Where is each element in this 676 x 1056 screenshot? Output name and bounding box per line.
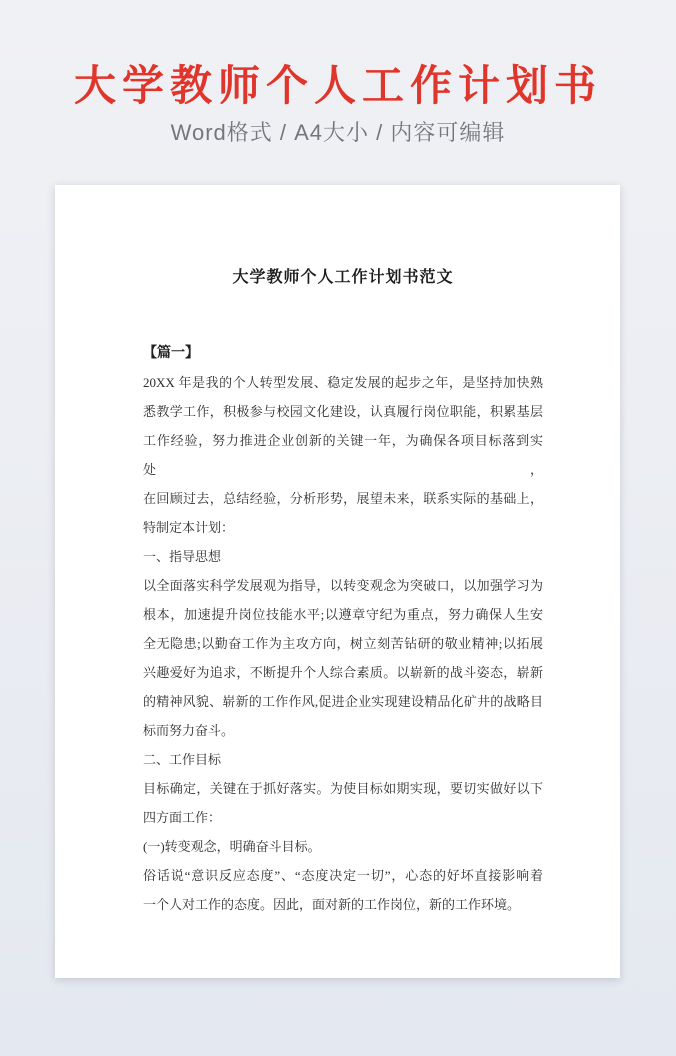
doc-text-line: (一)转变观念，明确奋斗目标。 (143, 839, 321, 854)
doc-text-line: 工作经验，努力推进企业创新的关键一年，为确保各项目标落到实处， (143, 433, 543, 477)
doc-text-line: 根本，加速提升岗位技能水平;以遵章守纪为重点，努力确保人生安 (143, 607, 543, 622)
doc-text-line: 目标确定，关键在于抓好落实。为使目标如期实现，要切实做好以下 (143, 781, 543, 796)
document-title: 大学教师个人工作计划书范文 (232, 269, 454, 286)
banner-title: 大学教师个人工作计划书 (73, 62, 602, 109)
doc-text-line: 标而努力奋斗。 (143, 723, 235, 738)
doc-text-line: 俗话说“意识反应态度”、“态度决定一切”，心态的好坏直接影响着 (143, 868, 543, 883)
doc-text-line: 二、工作目标 (143, 752, 222, 767)
doc-text-line: 在回顾过去，总结经验，分析形势，展望未来，联系实际的基础上， (143, 491, 543, 506)
document-page (55, 185, 620, 978)
doc-text-line: 20XX 年是我的个人转型发展、稳定发展的起步之年，是坚持加快熟 (143, 375, 543, 390)
banner (0, 0, 676, 146)
doc-text-line: 的精神风貌、崭新的工作作风,促进企业实现建设精品化矿井的战略目 (143, 694, 543, 709)
banner-subtitle: Word格式 / A4大小 / 内容可编辑 (170, 120, 506, 145)
doc-text-line: 兴趣爱好为追求，不断提升个人综合素质。以崭新的战斗姿态，崭新 (143, 665, 543, 680)
doc-text-line: 一个人对工作的态度。因此，面对新的工作岗位，新的工作环境。 (143, 897, 521, 912)
doc-text-line: 悉教学工作，积极参与校园文化建设，认真履行岗位职能，积累基层 (143, 404, 543, 419)
doc-text-line: 特制定本计划： (143, 520, 235, 535)
doc-text-line: 全无隐患;以勤奋工作为主攻方向，树立刻苦钻研的敬业精神;以拓展 (143, 636, 543, 651)
doc-text-line: 以全面落实科学发展观为指导，以转变观念为突破口，以加强学习为 (143, 578, 543, 593)
section-label: 【篇一】 (143, 346, 199, 361)
doc-body (143, 368, 543, 919)
doc-text-line: 一、指导思想 (143, 549, 222, 564)
doc-text-line: 四方面工作： (143, 810, 222, 825)
